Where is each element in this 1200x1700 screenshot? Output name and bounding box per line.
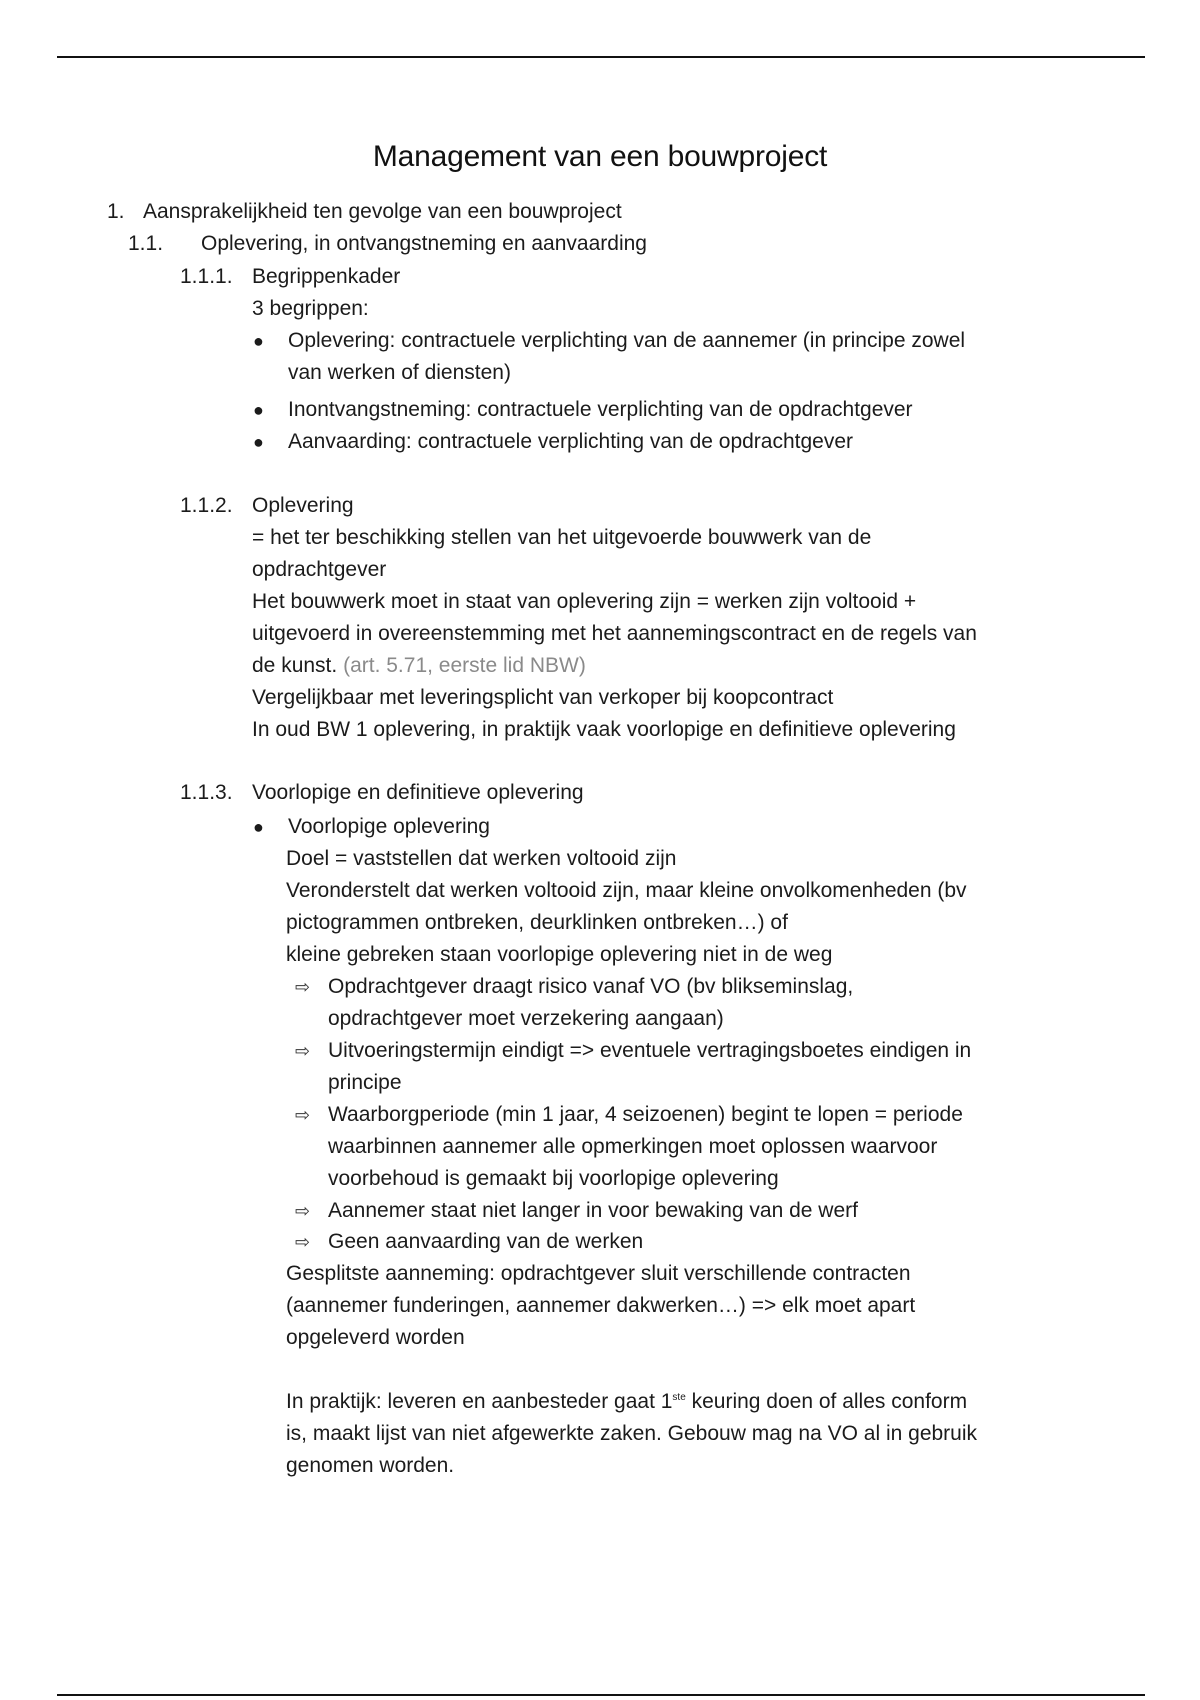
arrow-item-2-line1: Uitvoeringstermijn eindigt => eventuele vertragingsboetes eindigen in [328,1039,972,1062]
section-1-1-1-heading: Begrippenkader [252,265,401,288]
bullet-dot-icon: ● [253,817,264,837]
section-1-number: 1. [107,200,125,223]
arrow-item-3-line1: Waarborgperiode (min 1 jaar, 4 seizoenen) begint te lopen = periode [328,1103,963,1126]
section-1-heading: Aansprakelijkheid ten gevolge van een bouwproject [143,200,622,223]
outline-right-arrow-icon: ⇨ [295,1232,311,1252]
begrippen-intro: 3 begrippen: [252,297,369,320]
bullet-inontvangstneming: Inontvangstneming: contractuele verplichting van de opdrachtgever [288,398,913,421]
outline-right-arrow-icon: ⇨ [295,1201,311,1221]
oplevering-text-line1: = het ter beschikking stellen van het uitgevoerde bouwwerk van de [252,526,872,549]
oplevering-text-line4: uitgevoerd in overeenstemming met het aannemingscontract en de regels van [252,622,977,645]
section-1-1-3-heading: Voorlopige en definitieve oplevering [252,781,584,804]
section-1-1-1-number: 1.1.1. [180,265,233,288]
praktijk-line3: genomen worden. [286,1454,455,1477]
vo-text-line1: Doel = vaststellen dat werken voltooid zijn [286,847,677,870]
outline-right-arrow-icon: ⇨ [295,1105,311,1125]
bullet-oplevering-line2: van werken of diensten) [288,361,511,384]
praktijk-line1-a: In praktijk: leveren en aanbesteder gaat 1 [286,1390,673,1413]
arrow-item-1-line2: opdrachtgever moet verzekering aangaan) [328,1007,724,1030]
section-1-1-2-heading: Oplevering [252,494,354,517]
vo-text-line4: kleine gebreken staan voorlopige oplevering niet in de weg [286,943,833,966]
vo-text-line2: Veronderstelt dat werken voltooid zijn, maar kleine onvolkomenheden (bv [286,879,967,902]
bullet-oplevering-line1: Oplevering: contractuele verplichting van de aannemer (in principe zowel [288,329,966,352]
arrow-item-4: Aannemer staat niet langer in voor bewaking van de werf [328,1199,858,1222]
arrow-item-3-line3: voorbehoud is gemaakt bij voorlopige oplevering [328,1167,779,1190]
section-1-1-number: 1.1. [128,232,164,255]
superscript-ste: ste [672,1392,686,1403]
oplevering-text-line5 [252,652,586,680]
praktijk-line2: is, maakt lijst van niet afgewerkte zaken. Gebouw mag na VO al in gebruik [286,1422,978,1445]
vo-text-line3: pictogrammen ontbreken, deurklinken ontbreken…) of [286,911,788,934]
bullet-dot-icon: ● [253,331,264,351]
section-1-1-heading: Oplevering, in ontvangstneming en aanvaarding [201,232,647,255]
article-reference: (art. 5.71, eerste lid NBW) [343,654,586,677]
section-1-1-2-number: 1.1.2. [180,494,233,517]
oplevering-text-line2: opdrachtgever [252,558,387,581]
oplevering-text-line6: Vergelijkbaar met leveringsplicht van verkoper bij koopcontract [252,686,834,709]
footer-rule [57,1694,1145,1696]
oplevering-text-line5-main: de kunst. [252,654,338,677]
bullet-aanvaarding: Aanvaarding: contractuele verplichting van de opdrachtgever [288,430,854,453]
oplevering-text-line7: In oud BW 1 oplevering, in praktijk vaak voorlopige en definitieve oplevering [252,718,956,741]
arrow-item-3-line2: waarbinnen aannemer alle opmerkingen moet oplossen waarvoor [328,1135,938,1158]
page-title: Management van een bouwproject [372,140,828,173]
outline-right-arrow-icon: ⇨ [295,977,311,997]
section-1-1-3-number: 1.1.3. [180,781,233,804]
bullet-dot-icon: ● [253,432,264,452]
praktijk-line1 [286,1388,967,1416]
bullet-voorlopige-oplevering: Voorlopige oplevering [288,815,490,838]
gesplitste-line2: (aannemer funderingen, aannemer dakwerken…) => elk moet apart [286,1294,916,1317]
outline-right-arrow-icon: ⇨ [295,1041,311,1061]
header-rule [57,56,1145,58]
arrow-item-2-line2: principe [328,1071,402,1094]
gesplitste-line1: Gesplitste aanneming: opdrachtgever sluit verschillende contracten [286,1262,911,1285]
arrow-item-1-line1: Opdrachtgever draagt risico vanaf VO (bv blikseminslag, [328,975,854,998]
bullet-dot-icon: ● [253,400,264,420]
oplevering-text-line3: Het bouwwerk moet in staat van oplevering zijn = werken zijn voltooid + [252,590,917,613]
gesplitste-line3: opgeleverd worden [286,1326,465,1349]
arrow-item-5: Geen aanvaarding van de werken [328,1230,644,1253]
praktijk-line1-b: keuring doen of alles conform [685,1390,968,1413]
